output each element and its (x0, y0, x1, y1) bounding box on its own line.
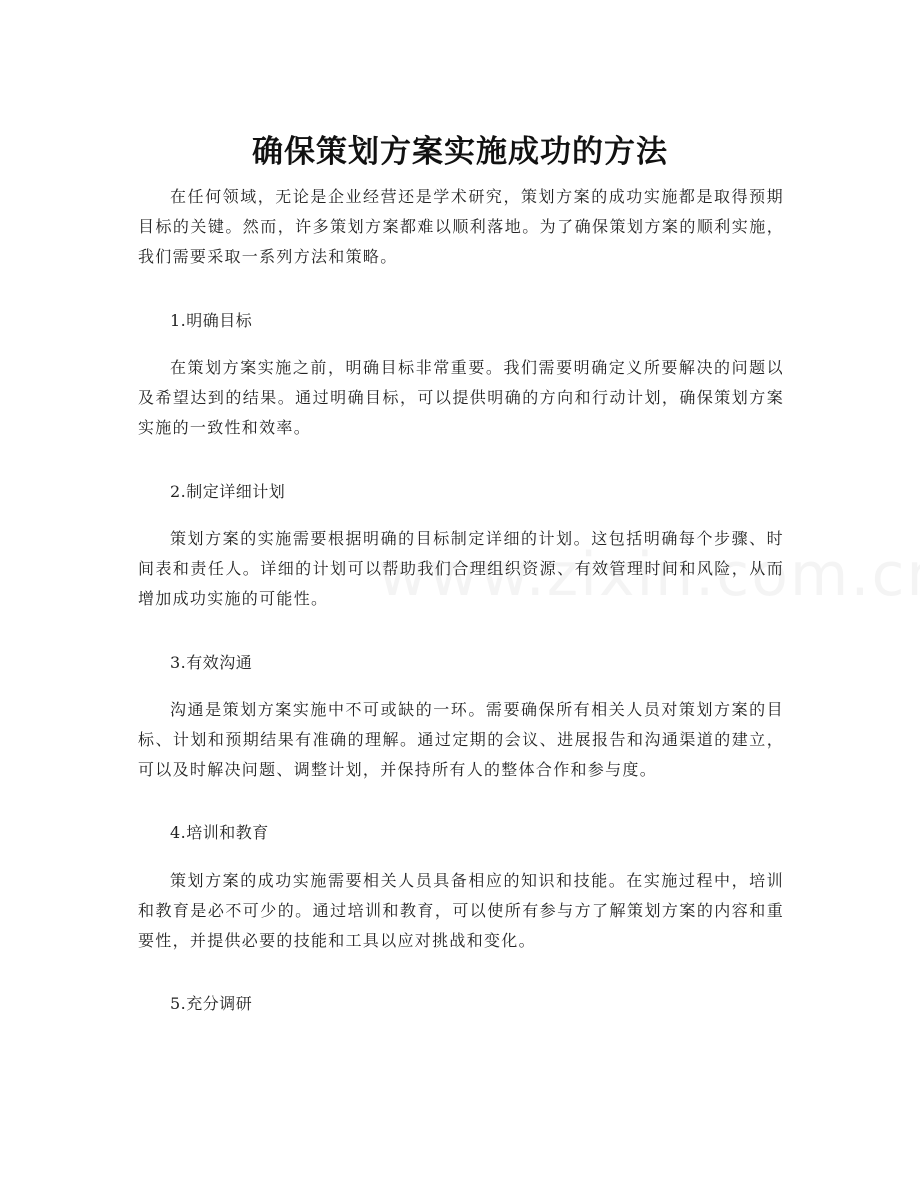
section-body-4: 策划方案的成功实施需要相关人员具备相应的知识和技能。在实施过程中，培训和教育是必不可少的。通过培训和教育，可以使所有参与方了解策划方案的内容和重要性，并提供必要的技能和工具以应对挑战和变化。 (138, 871, 784, 950)
section-body-3: 沟通是策划方案实施中不可或缺的一环。需要确保所有相关人员对策划方案的目标、计划和预期结果有准确的理解。通过定期的会议、进展报告和沟通渠道的建立，可以及时解决问题、调整计划，并保持所有人的整体合作和参与度。 (138, 700, 784, 779)
section-heading-4: 4.培训和教育 (170, 823, 269, 842)
section-body-2: 策划方案的实施需要根据明确的目标制定详细的计划。这包括明确每个步骤、时间表和责任人。详细的计划可以帮助我们合理组织资源、有效管理时间和风险，从而增加成功实施的可能性。 (138, 529, 784, 608)
section-body-1: 在策划方案实施之前，明确目标非常重要。我们需要明确定义所要解决的问题以及希望达到的结果。通过明确目标，可以提供明确的方向和行动计划，确保策划方案实施的一致性和效率。 (138, 358, 784, 437)
intro-paragraph: 在任何领域，无论是企业经营还是学术研究，策划方案的成功实施都是取得预期目标的关键。然而，许多策划方案都难以顺利落地。为了确保策划方案的顺利实施，我们需要采取一系列方法和策略。 (138, 187, 784, 266)
section-heading-2: 2.制定详细计划 (170, 482, 286, 501)
section-heading-3: 3.有效沟通 (170, 653, 253, 672)
document-title: 确保策划方案实施成功的方法 (252, 133, 668, 170)
section-heading-5: 5.充分调研 (170, 994, 253, 1013)
section-heading-1: 1.明确目标 (170, 311, 253, 330)
